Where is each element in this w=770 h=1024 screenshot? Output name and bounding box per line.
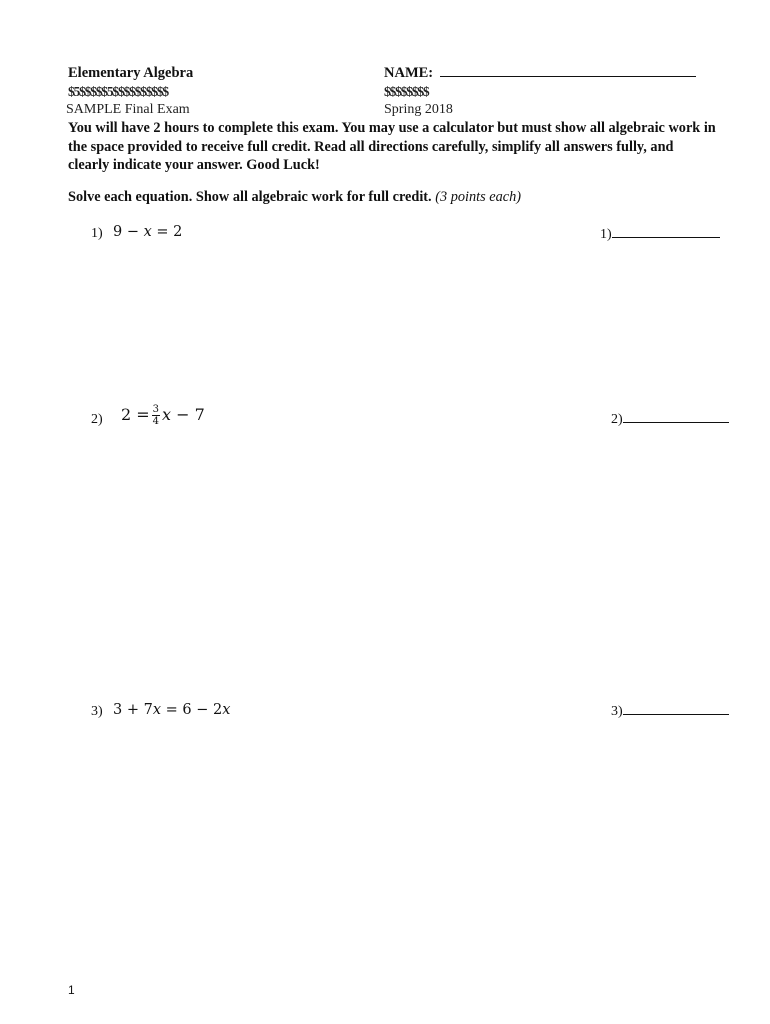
exam-term: Spring 2018 [384,102,453,117]
overlapped-term-text: $$$$$$$$ [384,84,429,99]
question-1-number: 1) [91,226,103,241]
section-directions [68,189,521,206]
course-title: Elementary Algebra [68,65,194,81]
question-2-number: 2) [91,412,103,427]
section-directions-text: Solve each equation. Show all algebraic work for full credit. [68,189,432,205]
name-label: NAME: [384,65,434,81]
exam-instructions: You will have 2 hours to complete this exam. You may use a calculator but must show all algebraic work in the space provided to receive full credit. Read all directions carefully, simplify all answers fully, and clearly indicate your answer. Good Luck! [68,120,716,173]
answer-3-line [623,713,729,715]
question-3-answer-blank[interactable] [611,704,729,720]
fraction-three-quarters: $\frac{3}{4}$ [152,404,160,427]
answer-3-label: 3) [611,704,623,719]
question-2-equation: 2 = $\frac{3}{4}$ x − 7 [121,404,205,427]
answer-2-line [623,421,729,423]
page-number: 1 [68,983,75,997]
question-1-answer-blank[interactable] [600,227,720,243]
exam-title: SAMPLE Final Exam [66,102,190,117]
answer-1-line [612,236,720,238]
section-points: (3 points each) [435,189,521,205]
name-blank-line [440,76,696,77]
question-1-equation: 9 − x = 2 [113,224,183,240]
answer-2-label: 2) [611,412,623,427]
question-3-equation: 3 + 7x = 6 − 2x [113,702,231,718]
question-2-answer-blank[interactable] [611,412,729,428]
overlapped-header-text: $5$$$$$5$$$$$$$$$$ [68,84,168,99]
name-field [384,65,696,82]
question-3-number: 3) [91,704,103,719]
answer-1-label: 1) [600,227,612,242]
